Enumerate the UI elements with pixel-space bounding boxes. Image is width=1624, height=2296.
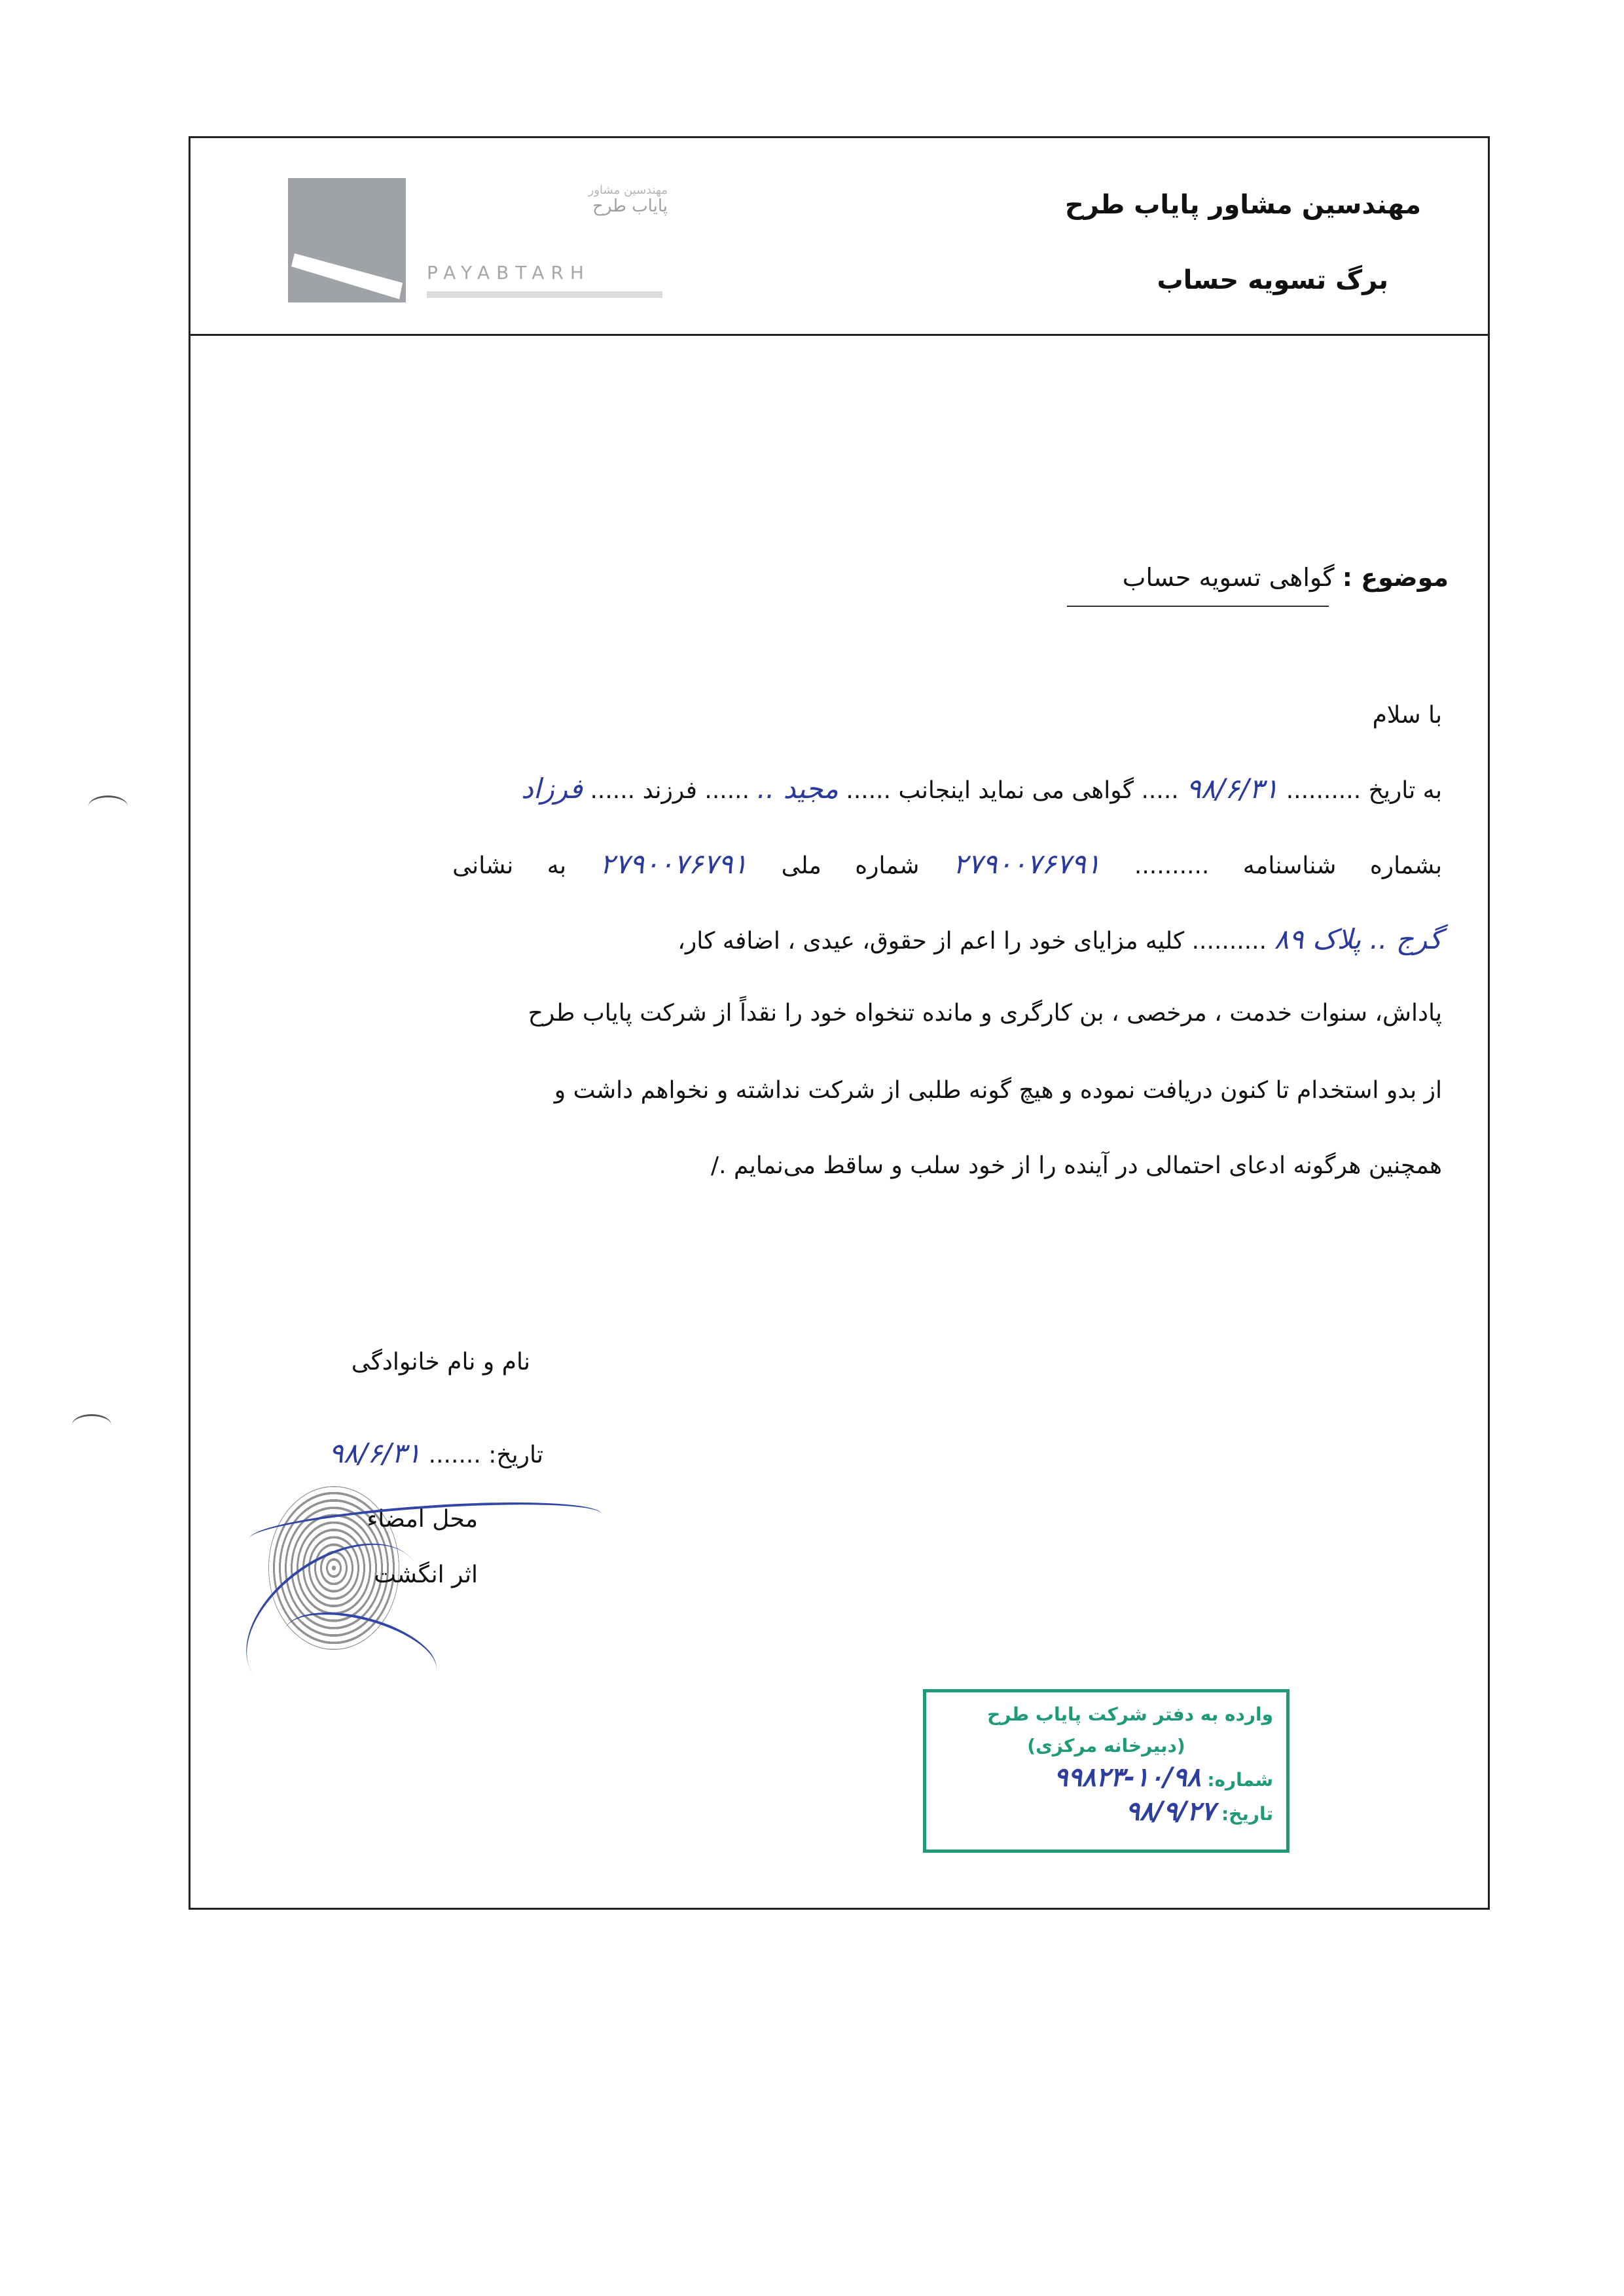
handwritten-address: گرج .. پلاک ۸۹ — [1274, 923, 1442, 955]
form-title: برگ تسویه حساب — [1157, 265, 1388, 295]
stamp-number-row — [939, 1762, 1273, 1796]
handwritten-name: مجید .. — [757, 773, 839, 805]
signature-date-label: تاریخ: — [488, 1442, 543, 1468]
address-label: به نشانی — [452, 852, 567, 879]
subject-label: موضوع : — [1342, 563, 1449, 592]
fingerprint-label: اثر انگشت — [374, 1561, 478, 1588]
stamp-title: وارده به دفتر شرکت پایاب طرح — [987, 1704, 1273, 1725]
punch-hole-mark — [88, 795, 128, 817]
signature-date-row: تاریخ: ....... ۹۸/۶/۳۱ — [329, 1437, 543, 1469]
stamp-date-value: ۹۸/۹/۲۷ — [1125, 1796, 1216, 1827]
subject-underline — [1067, 606, 1329, 607]
logo-name-fa: پایاب طرح — [592, 196, 668, 216]
body-line-6: همچنین هرگونه ادعای احتمالی در آینده را از خود سلب و ساقط می‌نمایم ./ — [710, 1152, 1442, 1179]
handwritten-signature-date: ۹۸/۶/۳۱ — [329, 1437, 422, 1469]
name-label: نام و نام خانوادگی — [351, 1349, 530, 1376]
id-number-label: بشماره شناسنامه — [1242, 852, 1442, 879]
body-line-5: از بدو استخدام تا کنون دریافت نموده و هیچ گونه طلبی از شرکت نداشته و نخواهم داشت و — [554, 1077, 1442, 1104]
subject-line — [1123, 563, 1449, 592]
stamp-date-label: تاریخ: — [1221, 1803, 1273, 1825]
logo-mark-icon — [288, 178, 406, 302]
body-line-2: بشماره شناسنامه .......... ۲۷۹۰۰۷۶۷۹۱ شماره ملی ۲۷۹۰۰۷۶۷۹۱ به نشانی — [452, 848, 1442, 880]
company-title: مهندسین مشاور پایاب طرح — [1064, 190, 1421, 220]
stamp-number-label: شماره: — [1207, 1769, 1273, 1791]
handwritten-father-name: فرزاد — [521, 773, 583, 805]
incoming-letter-stamp — [923, 1689, 1290, 1853]
logo-tagline-bar — [427, 291, 662, 298]
stamp-subtitle: (دبیرخانه مرکزی) — [1027, 1735, 1185, 1757]
logo-subtitle: مهندسین مشاور — [588, 183, 668, 197]
subject-value: گواهی تسویه حساب — [1122, 563, 1335, 592]
benefits-text: کلیه مزایای خود را اعم از حقوق، عیدی ، اضافه کار، — [677, 928, 1185, 955]
punch-hole-mark — [72, 1414, 111, 1436]
body-line-4: پاداش، سنوات خدمت ، مرخصی ، بن کارگری و مانده تنخواه خود را نقداً از شرکت پایاب طرح — [528, 1000, 1442, 1027]
handwritten-national-id: ۲۷۹۰۰۷۶۷۹۱ — [600, 848, 748, 880]
body-line-1: به تاریخ .......... ۹۸/۶/۳۱ ..... گواهی می نماید اینجانب ...... مجید .. ...... فرزند ...... فرزاد — [521, 773, 1442, 805]
stamp-number-value: ۱۰/۹۸-۹۹۸۲۳ — [1054, 1762, 1201, 1793]
greeting: با سلام — [1372, 702, 1442, 729]
logo-name-en: PAYABTARH — [427, 262, 590, 283]
national-id-label: شماره ملی — [781, 852, 920, 879]
certify-text: گواهی می نماید اینجانب — [898, 777, 1134, 804]
handwritten-date: ۹۸/۶/۳۱ — [1186, 773, 1279, 805]
header-divider — [189, 334, 1490, 336]
body-line-3: گرج .. پلاک ۸۹ .......... کلیه مزایای خود را اعم از حقوق، عیدی ، اضافه کار، — [677, 923, 1442, 955]
date-label: به تاریخ — [1368, 777, 1442, 804]
handwritten-id-number: ۲۷۹۰۰۷۶۷۹۱ — [952, 848, 1101, 880]
signature-place-label: محل امضاء — [367, 1506, 478, 1533]
child-of-label: فرزند — [642, 777, 697, 804]
stamp-date-row — [939, 1796, 1273, 1830]
